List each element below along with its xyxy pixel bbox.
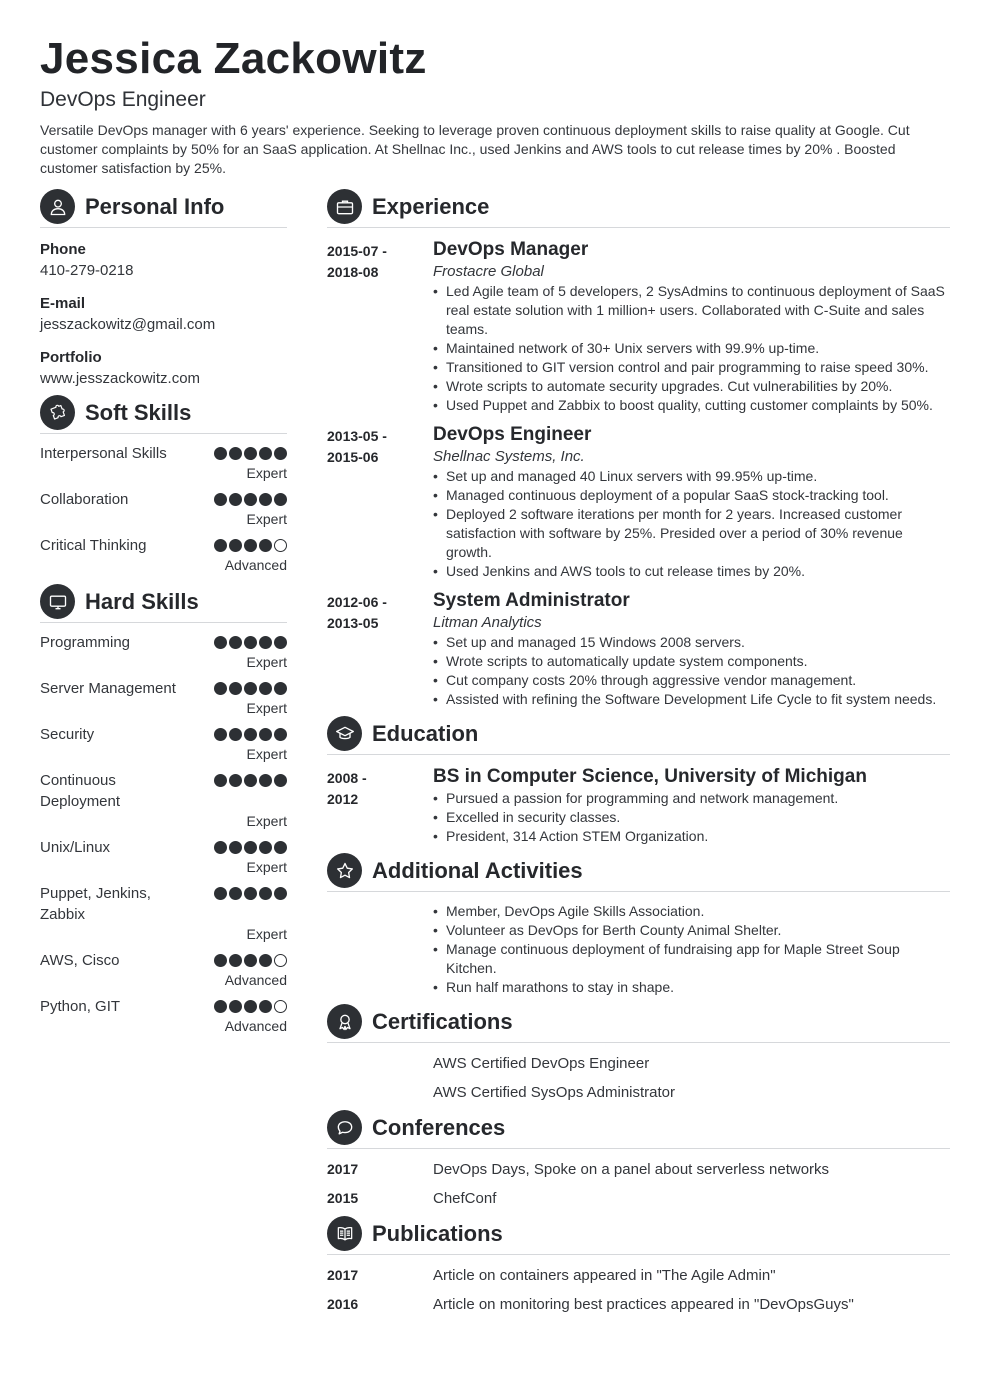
- skill-rating: [214, 887, 287, 900]
- skill-row: [40, 770, 287, 830]
- skill-name: Critical Thinking: [40, 537, 147, 554]
- info-label: Phone: [40, 241, 86, 258]
- section-title: Education: [372, 720, 479, 746]
- skill-rating: [214, 539, 287, 552]
- section-header: [327, 186, 950, 228]
- personal-info-section: [40, 186, 287, 390]
- skill-level: Expert: [246, 700, 287, 716]
- bullet-item: • Deployed 2 software iterations per month for 2 years. Increased customer satisfaction with software by 25%. Presided over a period of 30% revenue growth.: [433, 505, 950, 562]
- row-year: 2017: [327, 1267, 359, 1283]
- rating-dot-filled: [244, 954, 257, 967]
- left-column: [40, 186, 287, 1042]
- education-list: [327, 755, 950, 846]
- publications-row: [327, 1290, 950, 1319]
- activities-section: [327, 850, 950, 997]
- date-start: 2008 -: [327, 770, 367, 786]
- rating-dot-filled: [259, 841, 272, 854]
- rating-dot-filled: [244, 447, 257, 460]
- education-section: [327, 713, 950, 846]
- rating-dot-filled: [244, 636, 257, 649]
- bullet-list: [433, 633, 950, 709]
- experience-entry: [327, 589, 950, 709]
- info-label: Portfolio: [40, 349, 102, 366]
- skill-level: Expert: [246, 465, 287, 481]
- publications-row: [327, 1261, 950, 1290]
- entry-date: [327, 238, 433, 415]
- row-year: 2016: [327, 1296, 359, 1312]
- rating-dot-filled: [274, 447, 287, 460]
- soft-skills-list: [40, 443, 287, 574]
- row-text: ChefConf: [433, 1190, 497, 1207]
- rating-dot-filled: [214, 954, 227, 967]
- puzzle-icon: [40, 395, 75, 430]
- skill-row: [40, 678, 287, 717]
- experience-section: [327, 186, 950, 709]
- skill-name: Interpersonal Skills: [40, 445, 167, 462]
- skill-rating: [214, 841, 287, 854]
- date-start: 2012-06 -: [327, 594, 387, 610]
- skill-name: Security: [40, 726, 95, 743]
- skill-level: Expert: [246, 813, 287, 829]
- entry-date: [327, 589, 433, 709]
- bullet-item: • Led Agile team of 5 developers, 2 SysAdmins to continuous deployment of SaaS real estate solution with 1 million+ users. Collaborated with C-Suite and sales teams.: [433, 282, 950, 339]
- monitor-icon: [40, 584, 75, 619]
- rating-dot-filled: [274, 636, 287, 649]
- skill-name: Continuous Deployment: [40, 772, 121, 810]
- experience-entry: [327, 423, 950, 581]
- rating-dot-filled: [259, 682, 272, 695]
- summary: Versatile DevOps manager with 6 years' experience. Seeking to leverage proven continuous deployment skills to raise quality at Google. Cut customer complaints by 50% for an SaaS application. At Shellnac Inc., used Jenkins and AWS tools to cut release times by 20% . Boosted customer satisfaction by 25%.: [40, 122, 910, 176]
- experience-list: [327, 228, 950, 709]
- company-name: Frostacre Global: [433, 263, 544, 280]
- entry-body: [433, 902, 950, 997]
- skill-row: [40, 883, 287, 943]
- row-text: Article on containers appeared in "The Agile Admin": [433, 1267, 776, 1284]
- personal-info-item: [40, 294, 287, 336]
- skill-rating: [214, 682, 287, 695]
- info-value: 410-279-0218: [40, 262, 134, 279]
- rating-dot-filled: [259, 447, 272, 460]
- info-label: E-mail: [40, 295, 86, 312]
- entry-date: [327, 765, 433, 846]
- bullet-item: • Pursued a passion for programming and network management.: [433, 789, 950, 808]
- skill-rating: [214, 728, 287, 741]
- rating-dot-filled: [214, 1000, 227, 1013]
- conferences-row: [327, 1184, 950, 1213]
- section-title: Experience: [372, 193, 490, 219]
- rating-dot-filled: [244, 539, 257, 552]
- rating-dot-filled: [244, 493, 257, 506]
- bullet-list: [433, 789, 950, 846]
- skill-name: Collaboration: [40, 491, 129, 508]
- hard-skills-section: [40, 581, 287, 1035]
- skill-name: AWS, Cisco: [40, 952, 120, 969]
- rating-dot-filled: [274, 728, 287, 741]
- rating-dot-filled: [214, 539, 227, 552]
- bullet-item: • Transitioned to GIT version control and pair programming to raise speed 30%.: [433, 358, 950, 377]
- rating-dot-filled: [244, 1000, 257, 1013]
- right-column: [327, 186, 950, 1319]
- job-role: DevOps Engineer: [433, 424, 592, 445]
- skill-row: [40, 996, 287, 1035]
- rating-dot-filled: [274, 493, 287, 506]
- rating-dot-filled: [229, 447, 242, 460]
- skill-rating: [214, 636, 287, 649]
- section-header: [327, 1001, 950, 1043]
- rating-dot-filled: [259, 774, 272, 787]
- row-year: 2017: [327, 1161, 359, 1177]
- candidate-name: Jessica Zackowitz: [40, 34, 427, 83]
- row-year: 2015: [327, 1190, 359, 1206]
- rating-dot-filled: [229, 887, 242, 900]
- user-icon: [40, 189, 75, 224]
- rating-dot-filled: [229, 954, 242, 967]
- certification-row: [327, 1049, 950, 1078]
- skill-name: Python, GIT: [40, 998, 121, 1015]
- bullet-item: • Run half marathons to stay in shape.: [433, 978, 950, 997]
- section-header: [40, 392, 287, 434]
- conferences-row: [327, 1155, 950, 1184]
- date-end: 2015-06: [327, 449, 379, 465]
- skill-row: [40, 837, 287, 876]
- degree: BS in Computer Science, University of Michigan: [433, 766, 867, 787]
- certification-name: AWS Certified DevOps Engineer: [433, 1055, 650, 1072]
- rating-dot-filled: [214, 682, 227, 695]
- skill-level: Advanced: [224, 557, 287, 573]
- award-icon: [327, 1004, 362, 1039]
- certifications-section: [327, 1001, 950, 1107]
- bullet-item: • Managed continuous deployment of a popular SaaS stock-tracking tool.: [433, 486, 950, 505]
- bullet-item: • Volunteer as DevOps for Berth County Animal Shelter.: [433, 921, 950, 940]
- row-spacer: [327, 1078, 433, 1107]
- skill-row: [40, 443, 287, 482]
- info-value: jesszackowitz@gmail.com: [40, 316, 216, 333]
- personal-info-item: [40, 240, 287, 282]
- rating-dot-filled: [229, 682, 242, 695]
- row-spacer: [327, 1049, 433, 1078]
- soft-skills-section: [40, 392, 287, 574]
- skill-rating: [214, 954, 287, 967]
- date-end: 2018-08: [327, 264, 379, 280]
- conferences-list: [327, 1149, 950, 1213]
- rating-dot-filled: [229, 493, 242, 506]
- rating-dot-filled: [259, 636, 272, 649]
- bullet-list: [433, 902, 950, 997]
- section-title: Soft Skills: [85, 399, 192, 425]
- rating-dot-filled: [214, 493, 227, 506]
- rating-dot-filled: [274, 774, 287, 787]
- conferences-section: [327, 1107, 950, 1213]
- bullet-list: [433, 467, 950, 581]
- speech-bubble-icon: [327, 1110, 362, 1145]
- rating-dot-filled: [214, 887, 227, 900]
- entry-date: [327, 423, 433, 581]
- bullet-item: • Used Jenkins and AWS tools to cut release times by 20%.: [433, 562, 950, 581]
- skill-level: Expert: [246, 926, 287, 942]
- section-header: [327, 850, 950, 892]
- personal-info-list: [40, 240, 287, 390]
- rating-dot-filled: [214, 841, 227, 854]
- rating-dot-filled: [229, 774, 242, 787]
- entry-body: [433, 238, 950, 415]
- certifications-list: [327, 1043, 950, 1107]
- rating-dot-filled: [274, 887, 287, 900]
- section-title: Publications: [372, 1220, 503, 1246]
- publications-list: [327, 1255, 950, 1319]
- skill-level: Expert: [246, 654, 287, 670]
- rating-dot-filled: [229, 728, 242, 741]
- rating-dot-filled: [244, 682, 257, 695]
- skill-row: [40, 632, 287, 671]
- rating-dot-filled: [274, 682, 287, 695]
- rating-dot-empty: [274, 1000, 287, 1013]
- section-header: [40, 186, 287, 228]
- rating-dot-filled: [259, 887, 272, 900]
- entry-body: [433, 423, 950, 581]
- section-title: Additional Activities: [372, 857, 583, 883]
- publications-section: [327, 1213, 950, 1319]
- date-start: 2013-05 -: [327, 428, 387, 444]
- rating-dot-filled: [244, 887, 257, 900]
- hard-skills-list: [40, 632, 287, 1035]
- skill-name: Programming: [40, 634, 131, 651]
- skill-level: Expert: [246, 859, 287, 875]
- rating-dot-filled: [214, 774, 227, 787]
- rating-dot-filled: [229, 841, 242, 854]
- rating-dot-filled: [259, 954, 272, 967]
- rating-dot-filled: [259, 493, 272, 506]
- skill-name: Unix/Linux: [40, 839, 111, 856]
- section-title: Hard Skills: [85, 588, 199, 614]
- job-title: DevOps Engineer: [40, 88, 206, 111]
- entry-body: [433, 589, 950, 709]
- skill-row: [40, 724, 287, 763]
- bullet-item: • Member, DevOps Agile Skills Association.: [433, 902, 950, 921]
- entry-date: [327, 902, 433, 997]
- rating-dot-filled: [229, 636, 242, 649]
- education-entry: [327, 765, 950, 846]
- activities-list: [327, 892, 950, 997]
- bullet-item: • Set up and managed 40 Linux servers with 99.95% up-time.: [433, 467, 950, 486]
- bullet-item: • Set up and managed 15 Windows 2008 servers.: [433, 633, 950, 652]
- skill-level: Advanced: [224, 972, 287, 988]
- experience-entry: [327, 238, 950, 415]
- skill-rating: [214, 447, 287, 460]
- rating-dot-filled: [244, 728, 257, 741]
- rating-dot-filled: [244, 774, 257, 787]
- rating-dot-filled: [274, 841, 287, 854]
- skill-rating: [214, 1000, 287, 1013]
- row-text: Article on monitoring best practices appeared in "DevOpsGuys": [433, 1296, 854, 1313]
- section-title: Certifications: [372, 1008, 513, 1034]
- certification-row: [327, 1078, 950, 1107]
- skill-row: [40, 535, 287, 574]
- skill-rating: [214, 774, 287, 787]
- certification-name: AWS Certified SysOps Administrator: [433, 1084, 676, 1101]
- skill-level: Expert: [246, 746, 287, 762]
- section-title: Personal Info: [85, 193, 225, 219]
- bullet-item: • Cut company costs 20% through aggressive vendor management.: [433, 671, 950, 690]
- activities-entry: [327, 902, 950, 997]
- rating-dot-filled: [244, 841, 257, 854]
- skill-row: [40, 950, 287, 989]
- company-name: Shellnac Systems, Inc.: [433, 448, 585, 465]
- star-icon: [327, 853, 362, 888]
- rating-dot-filled: [259, 1000, 272, 1013]
- bullet-item: • Maintained network of 30+ Unix servers with 99.9% up-time.: [433, 339, 950, 358]
- date-start: 2015-07 -: [327, 243, 387, 259]
- entry-body: [433, 765, 950, 846]
- bullet-item: • Excelled in security classes.: [433, 808, 950, 827]
- personal-info-item: [40, 348, 287, 390]
- skill-row: [40, 489, 287, 528]
- section-header: [327, 713, 950, 755]
- section-header: [327, 1107, 950, 1149]
- rating-dot-filled: [259, 728, 272, 741]
- skill-name: Server Management: [40, 680, 176, 697]
- bullet-item: • Assisted with refining the Software Development Life Cycle to fit system needs.: [433, 690, 950, 709]
- rating-dot-empty: [274, 539, 287, 552]
- rating-dot-filled: [259, 539, 272, 552]
- bullet-item: • President, 314 Action STEM Organization.: [433, 827, 950, 846]
- rating-dot-filled: [229, 539, 242, 552]
- section-title: Conferences: [372, 1114, 506, 1140]
- rating-dot-filled: [229, 1000, 242, 1013]
- skill-name: Puppet, Jenkins, Zabbix: [40, 885, 151, 923]
- skill-level: Expert: [246, 511, 287, 527]
- graduation-cap-icon: [327, 716, 362, 751]
- job-role: DevOps Manager: [433, 239, 589, 260]
- briefcase-icon: [327, 189, 362, 224]
- bullet-item: • Used Puppet and Zabbix to boost quality, cutting customer complaints by 50%.: [433, 396, 950, 415]
- bullet-list: [433, 282, 950, 415]
- bullet-item: • Manage continuous deployment of fundraising app for Maple Street Soup Kitchen.: [433, 940, 950, 978]
- company-name: Litman Analytics: [433, 614, 542, 631]
- info-value: www.jesszackowitz.com: [40, 370, 201, 387]
- rating-dot-filled: [214, 636, 227, 649]
- date-end: 2013-05: [327, 615, 379, 631]
- date-end: 2012: [327, 791, 359, 807]
- row-text: DevOps Days, Spoke on a panel about serverless networks: [433, 1161, 830, 1178]
- section-header: [40, 581, 287, 623]
- bullet-item: • Wrote scripts to automatically update system components.: [433, 652, 950, 671]
- rating-dot-filled: [214, 447, 227, 460]
- book-icon: [327, 1216, 362, 1251]
- skill-level: Advanced: [224, 1018, 287, 1034]
- job-role: System Administrator: [433, 590, 630, 611]
- skill-rating: [214, 493, 287, 506]
- section-header: [327, 1213, 950, 1255]
- rating-dot-filled: [214, 728, 227, 741]
- rating-dot-empty: [274, 954, 287, 967]
- bullet-item: • Wrote scripts to automate security upgrades. Cut vulnerabilities by 20%.: [433, 377, 950, 396]
